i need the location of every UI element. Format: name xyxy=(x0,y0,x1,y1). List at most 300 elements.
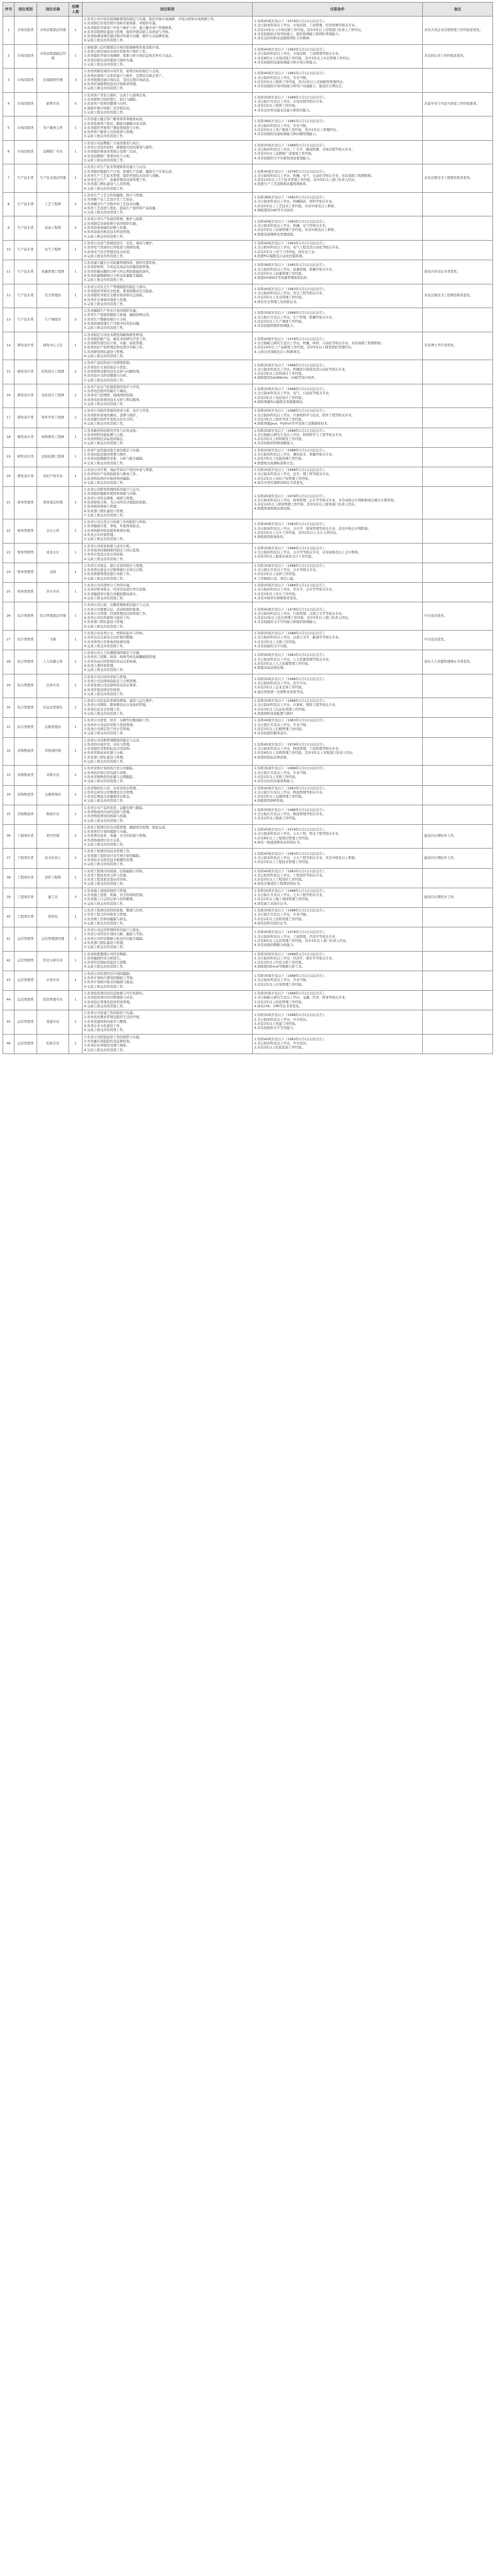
cell-category: 财务管理类 xyxy=(14,543,37,563)
cell-position-name: 采购专员 xyxy=(37,766,69,785)
cell-count: 2 xyxy=(69,192,82,216)
cell-position-name: 财务部总经理 xyxy=(37,487,69,519)
cell-requirements: 1.年龄35周岁及以下（1988年1月1日以后出生）。 2.全日制大专及以上学历，物流管理等相关专业。 3.具有2年以上物流工作经验。 xyxy=(253,805,423,824)
cell-no: 3 xyxy=(3,69,14,92)
cell-no: 29 xyxy=(3,674,14,698)
cell-duties: 1.负责公司纪检监察工作的组织与实施。 2.负责廉洁风险防控及监督检查。 3.负责信访举报的受理与调查。 4.完成上级交办的其他工作。 xyxy=(82,1034,253,1054)
cell-count: 1 xyxy=(69,805,82,824)
cell-no: 28 xyxy=(3,650,14,674)
cell-duties: 1.负责公司成本核算与成本分析。 2.负责成本控制制度的制定与执行监督。 3.负责存货盘点及存货核算。 4.完成上级交办的其他工作。 xyxy=(82,543,253,563)
cell-no: 12 xyxy=(3,284,14,308)
cell-note xyxy=(423,69,493,92)
table-row xyxy=(3,240,493,260)
cell-no: 5 xyxy=(3,116,14,140)
cell-position-name: 物流专员 xyxy=(37,805,69,824)
cell-category: 综合管理类 xyxy=(14,650,37,674)
cell-no: 20 xyxy=(3,467,14,486)
cell-position-name: 电控设计工程师 xyxy=(37,384,69,408)
cell-no: 45 xyxy=(3,1010,14,1034)
cell-count: 1 xyxy=(69,868,82,888)
cell-position-name: 纪检专员 xyxy=(37,1034,69,1054)
cell-position-name: 市场营销部副总经理 xyxy=(37,44,69,68)
table-body xyxy=(3,16,493,1054)
table-row xyxy=(3,519,493,543)
table-row xyxy=(3,308,493,332)
table-row xyxy=(3,927,493,951)
cell-no: 16 xyxy=(3,384,14,408)
cell-position-name: 软件开发工程师 xyxy=(37,408,69,428)
cell-note xyxy=(423,698,493,718)
cell-category: 采购物流类 xyxy=(14,737,37,766)
cell-category: 生产技术类 xyxy=(14,164,37,193)
cell-requirements: 1.年龄35周岁及以下（1988年1月1日以后出生）。 2.全日制本科及以上学历，专业不限。 3.具有2年以上计划管理工作经验。 xyxy=(253,971,423,990)
cell-no: 37 xyxy=(3,849,14,868)
cell-duties: 1.负责公司年度经营计划的编制。 2.负责计划执行情况的跟踪与考核。 3.负责计划统计报表的编制与报送。 4.完成上级交办的其他工作。 xyxy=(82,971,253,990)
cell-duties: 1.负责公司合同的审核与管理。 2.负责公司法律风险防范与合规管理。 3.负责处理公司法律纠纷及诉讼事务。 4.负责开展法律宣传培训。 5.完成上级交办的其他工作。 xyxy=(82,674,253,698)
cell-duties: 1.负责客户开发与维护，完成个人销售任务。 2.负责销售合同的签订、执行与跟踪。 3.负责客户资料的整理与归档。 4.协助开展市场推广及营销活动。 5.完成上级交办的其他工作。 xyxy=(82,92,253,116)
cell-requirements: 1.年龄35周岁及以下（1988年1月1日以后出生）。 2.全日制本科及以上学历，经济学、统计学等相关专业。 3.具有3年以上经营分析工作经验。 4.熟练使用Excel等数据分析工具。 xyxy=(253,951,423,971)
cell-category: 财务管理类 xyxy=(14,487,37,519)
cell-duties: 1.负责公司安全生产管理制度的制定与落实。 2.负责组织开展安全检查，排查和整改安全隐患。 3.负责组织开展安全教育培训和应急演练。 4.负责安全事故的调查与处理。 5.完成上级交办的其他工作。 xyxy=(82,284,253,308)
cell-requirements: 1.年龄40周岁及以下（1983年1月1日以后出生）。 2.全日制本科及以上学历，市场营销、工商管理等相关专业。 3.具有8年以上市场营销工作经验，其中3年以上中层管理工作经历。 4.具有较强的沟通协调能力和市场分析能力。 xyxy=(253,44,423,68)
table-row xyxy=(3,868,493,888)
cell-category: 市场营销类 xyxy=(14,69,37,92)
cell-count: 2 xyxy=(69,360,82,384)
cell-duties: 1.负责建立健全客户服务体系和服务标准。 2.负责处理客户投诉，跟踪问题解决并反馈。 3.负责组织开展客户满意度调查与分析。 4.负责客户服务人员的培训与管理。 5.完成上级交办的其他工作。 xyxy=(82,116,253,140)
cell-duties: 1.负责工程项目的全过程管理，确保项目按期、保质完成。 2.负责项目计划的编制与实施。 3.负责项目成本、质量、安全的控制与管理。 4.负责协调项目各方关系。 5.完成上级交办的其他工作。 xyxy=(82,824,253,848)
cell-position-name: 信息化管理员 xyxy=(37,698,69,718)
cell-position-name: 成本会计 xyxy=(37,543,69,563)
cell-note xyxy=(423,519,493,543)
cell-note xyxy=(423,785,493,805)
cell-position-name: 技术负责人 xyxy=(37,849,69,868)
table-row xyxy=(3,428,493,447)
cell-count: 1 xyxy=(69,1010,82,1034)
table-row xyxy=(3,674,493,698)
cell-duties: 1.负责收集整理公司经营数据。 2.负责编制经营分析报告。 3.负责经营指标的监控与预警。 4.完成上级交办的其他工作。 xyxy=(82,951,253,971)
table-row xyxy=(3,849,493,868)
cell-note xyxy=(423,951,493,971)
cell-no: 27 xyxy=(3,631,14,650)
cell-position-name: 客户服务主管 xyxy=(37,116,69,140)
cell-no: 17 xyxy=(3,408,14,428)
cell-duties: 1.负责公司人力资源规划的制定与实施。 2.负责员工招聘、培训、绩效考核及薪酬福利管理。 3.负责劳动合同管理及劳动关系协调。 4.负责人事档案管理。 5.完成上级交办的其他工作。 xyxy=(82,650,253,674)
cell-requirements: 1.年龄40周岁及以下（1983年1月1日以后出生）。 2.全日制本科及以上学历，安全工程等相关专业。 3.具有3年以上安全管理工作经验。 4.持有安全管理人员资格证书。 xyxy=(253,284,423,308)
table-row xyxy=(3,192,493,216)
cell-category: 综合管理类 xyxy=(14,602,37,631)
table-row xyxy=(3,718,493,737)
cell-note xyxy=(423,360,493,384)
cell-category: 生产技术类 xyxy=(14,192,37,216)
cell-note xyxy=(423,140,493,164)
cell-duties: 1.负责编制生产作业计划并组织实施。 2.负责生产进度的跟踪与协调，确保按期交货。 3.负责生产数据的统计与分析。 4.负责协调处理生产过程中的突发问题。 5.完成上级交办的其他工作。 xyxy=(82,308,253,332)
cell-requirements: 1.年龄40周岁及以下（1983年1月1日以后出生）。 2.全日制本科及以上学历，人力资源管理等相关专业。 3.具有5年以上人力资源管理工作经验。 4.熟悉劳动法律法规。 xyxy=(253,650,423,674)
cell-requirements: 1.年龄35周岁及以下（1988年1月1日以后出生）。 2.全日制本科及以上学历，测控技术、机械等相关专业。 3.具有3年以上试验检测工作经验。 4.熟悉相关检测标准和方法。 xyxy=(253,447,423,467)
cell-note xyxy=(423,583,493,602)
cell-category: 工程项目类 xyxy=(14,868,37,888)
table-row xyxy=(3,384,493,408)
cell-requirements: 1.年龄35周岁及以下（1988年1月1日以后出生）。 2.全日制本科及以上学历，法学、理工科等相关专业。 3.具有2年以上知识产权管理工作经验。 4.持有专利代理师资格证书者优先。 xyxy=(253,467,423,486)
cell-position-name: 计划专员 xyxy=(37,971,69,990)
cell-count: 2 xyxy=(69,216,82,240)
table-row xyxy=(3,69,493,92)
cell-no: 31 xyxy=(3,718,14,737)
cell-requirements: 1.年龄45周岁及以下（1978年1月1日以后出生）。 2.全日制本科及以上学历，机械、电气、自动化等相关专业，具有高级工程师职称。 3.具有10年以上生产技术管理工作经验，其中5年以上部门负责人经历。 4.熟悉生产工艺流程和质量管理体系。 xyxy=(253,164,423,193)
cell-position-name: 审计专员 xyxy=(37,583,69,602)
cell-note xyxy=(423,216,493,240)
table-row xyxy=(3,467,493,486)
cell-no: 4 xyxy=(3,92,14,116)
cell-requirements: 1.年龄35周岁及以下（1988年1月1日以后出生）。 2.全日制大专及以上学历，专业不限。 3.具有2年以上资料管理工作经验。 4.持有资料员岗位证书。 xyxy=(253,907,423,927)
cell-duties: 1.负责公司日常会计核算工作的组织与审核。 2.负责编制月度、季度、年度财务报表。 3.负责纳税申报及税务事项办理。 4.负责会计档案管理。 5.完成上级交办的其他工作。 xyxy=(82,519,253,543)
cell-requirements: 1.年龄40周岁及以下（1983年1月1日以后出生）。 2.全日制本科及以上学历，工程造价等相关专业。 3.具有5年以上工程造价工作经验。 4.持有注册造价工程师资格证书。 xyxy=(253,868,423,888)
table-row xyxy=(3,16,493,45)
cell-count: 3 xyxy=(69,69,82,92)
cell-count: 1 xyxy=(69,16,82,45)
cell-duties: 1.负责公司生产技术管理体系的建立与完善。 2.负责组织编制生产计划，协调生产资源，确保生产任务完成。 3.负责生产工艺技术管理，组织开展技术改造与创新。 4.负责安全生产、质量管理及设备管理工作。 5.负责部门团队建设与人员管理。 6.完成上级交办的其他工作。 xyxy=(82,164,253,193)
cell-requirements: 1.年龄40周岁及以下（1983年1月1日以后出生）。 2.全日制本科及以上学历，电气工程及其自动化等相关专业。 3.具有5年以上电气工作经验，持有电工证。 4.熟悉PLC编程及自动化控制系统。 xyxy=(253,240,423,260)
cell-count: 1 xyxy=(69,140,82,164)
cell-duties: 1.负责公司软件系统的需求分析、设计与开发。 2.负责软件系统的测试、部署与维护。 3.负责编写软件开发相关技术文档。 4.完成上级交办的其他工作。 xyxy=(82,408,253,428)
cell-duties: 1.负责投资项目的信息收集与可行性研究。 2.负责投资项目的尽职调查与评估。 3.负责投后管理及投资档案管理。 4.完成上级交办的其他工作。 xyxy=(82,990,253,1010)
cell-duties: 1.负责公司行政、后勤管理体系的建立与完善。 2.负责公司重要会议、活动的组织协调。 3.负责公文管理、档案管理及印章管理工作。 4.负责公司对外联络与接待工作。 5.负责部门团队建设与管理。 6.完成上级交办的其他工作。 xyxy=(82,602,253,631)
cell-category: 研发设计类 xyxy=(14,332,37,360)
cell-requirements: 1.年龄40周岁及以下（1983年1月1日以后出生）。 2.全日制本科及以上学历，机械、电气等相关专业。 3.具有5年以上设备管理工作经验，具有中级及以上职称。 4.熟悉设备维修及管理流程。 xyxy=(253,216,423,240)
cell-no: 25 xyxy=(3,583,14,602)
table-row xyxy=(3,602,493,631)
table-row xyxy=(3,766,493,785)
cell-count: 1 xyxy=(69,260,82,284)
cell-note xyxy=(423,384,493,408)
cell-note xyxy=(423,428,493,447)
cell-category: 工程项目类 xyxy=(14,907,37,927)
cell-no: 24 xyxy=(3,563,14,582)
cell-position-name: 市场营销部总经理 xyxy=(37,16,69,45)
cell-count: 2 xyxy=(69,824,82,848)
cell-note xyxy=(423,116,493,140)
cell-count: 2 xyxy=(69,408,82,428)
cell-duties: 1.协助部门总经理制定市场营销战略和年度营销计划。 2.负责分管区域的市场开发和客户维护工作。 3.负责组织开展市场调研，收集分析市场信息和竞争对手动态。 4.负责营销活动的策划与组织实施。 5.完成上级交办的其他工作。 xyxy=(82,44,253,68)
cell-category: 研发设计类 xyxy=(14,360,37,384)
cell-note: 中共党员优先。 xyxy=(423,631,493,650)
cell-no: 8 xyxy=(3,192,14,216)
cell-note xyxy=(423,805,493,824)
cell-requirements: 1.年龄35周岁及以下（1988年1月1日以后出生）。 2.全日制大专及以上学历，专业不限。 3.具有2年以上采购工作经验。 4.具有良好的沟通谈判能力。 xyxy=(253,766,423,785)
cell-category: 采购物流类 xyxy=(14,805,37,824)
cell-count: 1 xyxy=(69,951,82,971)
cell-duties: 1.负责公司专利、商标等知识产权的申请与管理。 2.负责知识产权风险排查与维权工作。 3.负责科技项目申报材料的编制。 4.完成上级交办的其他工作。 xyxy=(82,467,253,486)
cell-count: 3 xyxy=(69,888,82,907)
cell-category: 财务管理类 xyxy=(14,519,37,543)
cell-requirements: 1.年龄40周岁及以下（1983年1月1日以后出生）。 2.全日制大专及以上学历，专业不限。 3.具有3年以上后勤管理工作经验。 4.具有较强的服务意识。 xyxy=(253,718,423,737)
cell-requirements: 1.年龄35周岁及以下（1988年1月1日以后出生）。 2.全日制本科及以上学历，法学专业。 3.具有3年以上企业法务工作经验。 4.通过国家统一法律职业资格考试。 xyxy=(253,674,423,698)
cell-note xyxy=(423,674,493,698)
cell-duties: 1.负责公司食堂、宿舍、车辆等后勤保障工作。 2.负责办公用品的采购与发放管理。 3.负责公司固定资产的日常管理。 4.完成上级交办的其他工作。 xyxy=(82,718,253,737)
cell-category: 生产技术类 xyxy=(14,216,37,240)
cell-requirements: 1.年龄35周岁及以下（1988年1月1日以后出生）。 2.全日制大专及以上学历，土木工程等相关专业。 3.具有2年以上施工现场管理工作经验。 4.持有施工员岗位证书。 xyxy=(253,888,423,907)
cell-category: 运营管理类 xyxy=(14,971,37,990)
column-header-count: 招聘人数 xyxy=(69,3,82,16)
table-row xyxy=(3,1010,493,1034)
table-row xyxy=(3,990,493,1010)
table-row xyxy=(3,216,493,240)
cell-category: 综合管理类 xyxy=(14,718,37,737)
table-row xyxy=(3,408,493,428)
table-row xyxy=(3,360,493,384)
cell-count: 1 xyxy=(69,602,82,631)
cell-category: 研发设计类 xyxy=(14,447,37,467)
cell-category: 市场营销类 xyxy=(14,92,37,116)
cell-requirements: 1.年龄40周岁及以下（1983年1月1日以后出生）。 2.全日制本科及以上学历，中共党员。 3.具有3年以上纪检监察工作经验。 xyxy=(253,1034,423,1054)
cell-note xyxy=(423,1010,493,1034)
cell-position-name: 法务专员 xyxy=(37,674,69,698)
cell-position-name: 经营分析专员 xyxy=(37,951,69,971)
cell-requirements: 1.年龄35周岁及以下（1988年1月1日以后出生）。 2.全日制本科及以上学历，计算机、网络工程等相关专业。 3.具有3年以上信息化管理工作经验。 4.熟悉网络设备配置与维护。 xyxy=(253,698,423,718)
cell-note xyxy=(423,766,493,785)
cell-count: 1 xyxy=(69,990,82,1010)
cell-count: 1 xyxy=(69,563,82,582)
cell-position-name: 资料员 xyxy=(37,907,69,927)
cell-requirements: 1.年龄45周岁及以下（1978年1月1日以后出生）。 2.全日制硕士研究生及以上学历，机械、材料、自动化等相关专业，具有高级工程师职称。 3.具有10年以上产品研发工作经验，其中5年以上研发团队管理经历。 4.主持过省部级及以上科研项目。 xyxy=(253,332,423,360)
table-row xyxy=(3,824,493,848)
cell-duties: 1.负责物资的入库、出库及库存管理。 2.负责仓库的日常整理及安全管理。 3.负责定期盘点并编制库存报表。 4.完成上级交办的其他工作。 xyxy=(82,785,253,805)
cell-note: 持有内审员证书者优先。 xyxy=(423,260,493,284)
cell-count: 1 xyxy=(69,44,82,68)
cell-note: 能适应长期驻外工作。 xyxy=(423,888,493,907)
cell-requirements: 1.年龄45周岁及以下（1978年1月1日以后出生）。 2.全日制本科及以上学历，行政管理、汉语言文学等相关专业。 3.具有10年以上综合管理工作经验，其中5年以上部门负责人经历。 4.具有较强的文字写作能力和组织协调能力。 xyxy=(253,602,423,631)
cell-note: 具有同行业工作经验者优先。 xyxy=(423,44,493,68)
cell-no: 7 xyxy=(3,164,14,193)
cell-count: 1 xyxy=(69,1034,82,1054)
cell-position-name: 后勤管理员 xyxy=(37,718,69,737)
cell-count: 2 xyxy=(69,849,82,868)
cell-category: 市场营销类 xyxy=(14,16,37,45)
cell-position-name: 生产技术部总经理 xyxy=(37,164,69,193)
cell-no: 33 xyxy=(3,766,14,785)
cell-no: 38 xyxy=(3,868,14,888)
cell-position-name: 施工员 xyxy=(37,888,69,907)
cell-note xyxy=(423,927,493,951)
cell-requirements: 1.年龄35周岁及以下（1988年1月1日以后出生）。 2.全日制大专及以上学历，市场营销等相关专业。 3.具有2年以上销售工作经验。 4.具有良好的沟通表达能力和抗压能力。 xyxy=(253,92,423,116)
cell-duties: 1.负责产品电气控制系统的设计与开发。 2.负责电控程序的编写与调试。 3.负责电气原理图、接线图的绘制。 4.负责电控系统的技术支持与售后服务。 5.完成上级交办的其他工作。 xyxy=(82,384,253,408)
cell-note: 持有人力资源管理师证书者优先。 xyxy=(423,650,493,674)
cell-position-name: 投资管理专员 xyxy=(37,990,69,1010)
cell-count: 1 xyxy=(69,907,82,927)
cell-no: 43 xyxy=(3,971,14,990)
table-row xyxy=(3,907,493,927)
cell-position-name: 结构设计工程师 xyxy=(37,360,69,384)
cell-duties: 1.负责公司现金、银行存款的收付与管理。 2.负责登记现金日记账和银行存款日记账。 3.负责票据管理及银行对账工作。 4.完成上级交办的其他工作。 xyxy=(82,563,253,582)
table-row xyxy=(3,44,493,68)
cell-no: 15 xyxy=(3,360,14,384)
cell-note xyxy=(423,308,493,332)
cell-requirements: 1.年龄35周岁及以下（1988年1月1日以后出生）。 2.全日制本科及以上学历，电气、自动化等相关专业。 3.具有3年以上电控设计工作经验。 4.熟练掌握PLC编程及变频器调试。 xyxy=(253,384,423,408)
cell-position-name: 采购部经理 xyxy=(37,737,69,766)
cell-count: 1 xyxy=(69,332,82,360)
cell-count: 1 xyxy=(69,698,82,718)
cell-no: 10 xyxy=(3,240,14,260)
cell-position-name: 销售专员 xyxy=(37,92,69,116)
cell-no: 23 xyxy=(3,543,14,563)
cell-no: 30 xyxy=(3,698,14,718)
cell-note xyxy=(423,737,493,766)
cell-duties: 1.负责公司财务管理体系的建立与完善。 2.负责组织编制年度财务预算与决算。 3.负责公司资金筹集、调度与管理。 4.负责财务分析，为公司经营决策提供依据。 5.负责税务筹划与管理。 6.负责部门团队建设与管理。 7.完成上级交办的其他工作。 xyxy=(82,487,253,519)
cell-position-name: 区域销售经理 xyxy=(37,69,69,92)
cell-position-name: 生产调度员 xyxy=(37,308,69,332)
cell-note: 具有大型企业营销管理工作经验者优先。 xyxy=(423,16,493,45)
table-row xyxy=(3,487,493,519)
cell-count: 1 xyxy=(69,674,82,698)
cell-category: 采购物流类 xyxy=(14,766,37,785)
cell-duties: 1.负责公司各类公文、材料的起草与审核。 2.负责会议记录及会议纪要的整理。 3.负责领导日常事务的协调安排。 4.完成上级交办的其他工作。 xyxy=(82,631,253,650)
cell-note xyxy=(423,240,493,260)
cell-position-name: 材料研发工程师 xyxy=(37,428,69,447)
cell-duties: 1.负责生产工艺文件的编制、修订与管理。 2.负责新产品工艺设计及工艺验证。 3.负责解决生产过程中的工艺技术问题。 4.负责工艺改进与优化，提高生产效率和产品质量。 5.完成上级交办的其他工作。 xyxy=(82,192,253,216)
table-row xyxy=(3,951,493,971)
cell-duties: 1.负责产品性能试验方案的制定与实施。 2.负责试验设备的管理与维护。 3.负责试验数据的采集、分析与报告编制。 4.完成上级交办的其他工作。 xyxy=(82,447,253,467)
cell-position-name: 品牌推广专员 xyxy=(37,140,69,164)
cell-note: 能适应长期驻外工作。 xyxy=(423,849,493,868)
cell-category: 研发设计类 xyxy=(14,408,37,428)
cell-count: 2 xyxy=(69,384,82,408)
cell-position-name: 综合管理部总经理 xyxy=(37,602,69,631)
table-row xyxy=(3,737,493,766)
cell-requirements: 1.年龄38周岁及以下（1985年1月1日以后出生）。 2.全日制本科及以上学历，专业不限。 3.具有5年以上客户服务工作经验，其中2年以上管理经历。 4.具有较强的沟通协调能力和问题处理能力。 xyxy=(253,116,423,140)
cell-category: 综合管理类 xyxy=(14,698,37,718)
cell-no: 22 xyxy=(3,519,14,543)
cell-category: 工程项目类 xyxy=(14,824,37,848)
cell-requirements: 1.年龄35周岁及以下（1988年1月1日以后出生）。 2.全日制本科及以上学历，汉语言文学、新闻学等相关专业。 3.具有3年以上文秘工作经验。 4.具有较强的文字功底。 xyxy=(253,631,423,650)
cell-category: 研发设计类 xyxy=(14,384,37,408)
cell-category: 综合管理类 xyxy=(14,631,37,650)
cell-position-name: 造价工程师 xyxy=(37,868,69,888)
table-row xyxy=(3,785,493,805)
column-header-category: 岗位类别 xyxy=(14,3,37,16)
cell-requirements: 1.年龄35周岁及以下（1988年1月1日以后出生）。 2.全日制硕士研究生及以上学历，材料科学与工程等相关专业。 3.具有3年以上材料研发工作经验。 4.具有较强的科研创新能力。 xyxy=(253,428,423,447)
cell-count: 1 xyxy=(69,971,82,990)
cell-no: 40 xyxy=(3,907,14,927)
cell-position-name: 设备工程师 xyxy=(37,216,69,240)
table-row xyxy=(3,92,493,116)
cell-position-name: 项目经理 xyxy=(37,824,69,848)
cell-count: 1 xyxy=(69,428,82,447)
cell-note xyxy=(423,408,493,428)
cell-count: 1 xyxy=(69,447,82,467)
table-row xyxy=(3,116,493,140)
cell-no: 32 xyxy=(3,737,14,766)
cell-position-name: 出纳 xyxy=(37,563,69,582)
cell-requirements: 1.年龄35周岁及以下（1988年1月1日以后出生）。 2.全日制大专及以上学历，会计等相关专业。 3.具有2年以上出纳工作经验。 4.工作细致认真，责任心强。 xyxy=(253,563,423,582)
cell-category: 市场营销类 xyxy=(14,140,37,164)
cell-requirements: 1.年龄45周岁及以下（1978年1月1日以后出生）。 2.全日制本科及以上学历，工商管理、经济学等相关专业。 3.具有8年以上运营管理工作经验，其中3年以上部门负责人经历。 4.具有较强的数据分析能力。 xyxy=(253,927,423,951)
cell-position-name: 会计主管 xyxy=(37,519,69,543)
cell-duties: 1.负责公司产品的发货、运输安排与跟踪。 2.负责物流供应商的选择与管理。 3.负责物流费用的核算与控制。 4.完成上级交办的其他工作。 xyxy=(82,805,253,824)
cell-category: 研发设计类 xyxy=(14,428,37,447)
cell-note xyxy=(423,868,493,888)
cell-requirements: 1.年龄35周岁及以下（1988年1月1日以后出生）。 2.全日制硕士研究生及以上学历，金融、经济、财务等相关专业。 3.具有3年以上投资管理工作经验。 4.持有CFA、CPA等证书者优先。 xyxy=(253,990,423,1010)
cell-position-name: 安全管理员 xyxy=(37,284,69,308)
table-row xyxy=(3,447,493,467)
cell-no: 44 xyxy=(3,990,14,1010)
recruitment-table xyxy=(3,2,493,1054)
cell-no: 18 xyxy=(3,428,14,447)
column-header-no: 序号 xyxy=(3,3,14,16)
cell-requirements: 1.年龄35周岁及以下（1988年1月1日以后出生）。 2.全日制本科及以上学历，中共党员。 3.具有3年以上党建工作经验。 4.具有较强的文字写作能力。 xyxy=(253,1010,423,1034)
cell-position-name: 运营管理部经理 xyxy=(37,927,69,951)
table-row xyxy=(3,332,493,360)
cell-count: 1 xyxy=(69,650,82,674)
cell-no: 26 xyxy=(3,602,14,631)
cell-position-name: 研发中心主任 xyxy=(37,332,69,360)
cell-position-name: 质量管理工程师 xyxy=(37,260,69,284)
cell-no: 41 xyxy=(3,927,14,951)
cell-no: 34 xyxy=(3,785,14,805)
cell-position-name: 电气工程师 xyxy=(37,240,69,260)
cell-note xyxy=(423,192,493,216)
cell-no: 6 xyxy=(3,140,14,164)
cell-requirements: 1.年龄35周岁及以下（1988年1月1日以后出生）。 2.全日制大专及以上学历，生产管理、机械等相关专业。 3.具有3年以上生产调度工作经验。 4.具有较强的组织协调能力。 xyxy=(253,308,423,332)
cell-category: 运营管理类 xyxy=(14,990,37,1010)
cell-category: 工程项目类 xyxy=(14,849,37,868)
table-row xyxy=(3,140,493,164)
cell-category: 生产技术类 xyxy=(14,308,37,332)
cell-note: 具有注册安全工程师资格者优先。 xyxy=(423,284,493,308)
cell-category: 运营管理类 xyxy=(14,927,37,951)
cell-count: 1 xyxy=(69,284,82,308)
cell-duties: 1.负责建立健全公司质量管理体系，组织内部审核。 2.负责原材料、半成品及成品的质量检验管理。 3.负责质量问题的分析与纠正预防措施的落实。 4.负责质量数据统计分析及质量报告编制。 5.完成上级交办的其他工作。 xyxy=(82,260,253,284)
cell-duties: 1.负责公司市场营销战略规划的制定与实施，组织开展市场调研、市场分析和市场预测工作。 2.负责制定年度营销计划和营销预算，并组织实施。 3.负责组织开展客户开发与维护工作，建立健全客户管理体系。 4.负责营销团队建设与管理，组织开展营销人员培训与考核。 5.负责协调处理营销过程中的重大问题，维护公司品牌形象。 6.完成上级交办的其他工作。 xyxy=(82,16,253,45)
cell-position-name: 试验检测工程师 xyxy=(37,447,69,467)
cell-note xyxy=(423,990,493,1010)
cell-no: 13 xyxy=(3,308,14,332)
cell-requirements: 1.年龄40周岁及以下（1983年1月1日以后出生）。 2.全日制大专及以上学历，物流管理等相关专业。 3.具有2年以上仓储管理工作经验。 4.熟练使用ERP系统。 xyxy=(253,785,423,805)
cell-category: 财务管理类 xyxy=(14,583,37,602)
column-header-duties: 岗位职责 xyxy=(82,3,253,16)
cell-count: 1 xyxy=(69,631,82,650)
cell-category: 生产技术类 xyxy=(14,284,37,308)
cell-category: 综合管理类 xyxy=(14,674,37,698)
cell-note xyxy=(423,563,493,582)
cell-note xyxy=(423,447,493,467)
cell-no: 19 xyxy=(3,447,14,467)
cell-count: 2 xyxy=(69,766,82,785)
cell-duties: 1.负责工程项目资料的收集、整理与归档。 2.负责工程文件的收发与管理。 3.负责竣工资料的编制与移交。 4.完成上级交办的其他工作。 xyxy=(82,907,253,927)
table-row xyxy=(3,543,493,563)
cell-note xyxy=(423,971,493,990)
cell-count: 1 xyxy=(69,164,82,193)
cell-duties: 1.负责施工现场的组织与管理。 2.负责施工进度、质量、安全的现场控制。 3.负责施工日志的记录与资料整理。 4.完成上级交办的其他工作。 xyxy=(82,888,253,907)
cell-duties: 1.负责工程项目的技术管理工作。 2.负责施工组织设计及专项方案的编制。 3.负责技术交底及技术难题的处理。 4.完成上级交办的其他工作。 xyxy=(82,849,253,868)
cell-duties: 1.负责新材料的研究开发与应用试验。 2.负责材料性能检测与分析。 3.负责材料技术标准的制定。 4.完成上级交办的其他工作。 xyxy=(82,428,253,447)
cell-requirements: 1.年龄45周岁及以下（1978年1月1日以后出生）。 2.全日制本科及以上学历，土木工程、机电工程等相关专业。 3.具有8年以上工程项目管理工作经验。 4.持有一级建造师执业资格证书。 xyxy=(253,824,423,848)
table-row xyxy=(3,650,493,674)
cell-requirements: 1.年龄35周岁及以下（1988年1月1日以后出生）。 2.全日制本科及以上学历，广告学、新闻传播、市场营销等相关专业。 3.具有3年以上品牌推广或策划工作经验。 4.具有较强的文字功底和创意策划能力。 xyxy=(253,140,423,164)
cell-duties: 1.负责公司电气系统的设计、安装、调试与维护。 2.负责电气设备的日常检查与故障处理。 3.负责电气安全管理及技术改造。 4.完成上级交办的其他工作。 xyxy=(82,240,253,260)
cell-requirements: 1.年龄45周岁及以下（1978年1月1日以后出生）。 2.全日制本科及以上学历，物流管理、工商管理等相关专业。 3.具有8年以上采购管理工作经验，其中3年以上采购部门负责人经历。 4.熟悉招投标法律法规。 xyxy=(253,737,423,766)
cell-count: 2 xyxy=(69,308,82,332)
cell-note xyxy=(423,543,493,563)
table-row xyxy=(3,698,493,718)
table-row xyxy=(3,563,493,582)
cell-position-name: 文秘 xyxy=(37,631,69,650)
cell-note xyxy=(423,487,493,519)
cell-category: 生产技术类 xyxy=(14,260,37,284)
cell-count: 2 xyxy=(69,785,82,805)
cell-requirements: 1.年龄40周岁及以下（1983年1月1日以后出生）。 2.全日制本科及以上学历，会计学、财务管理等相关专业，具有中级会计师职称。 3.具有5年以上会计工作经验，其中2年以上会计主管经历。 4.熟练使用财务软件。 xyxy=(253,519,423,543)
cell-category: 运营管理类 xyxy=(14,1010,37,1034)
cell-no: 35 xyxy=(3,805,14,824)
cell-duties: 1.负责工程项目的预算、结算编制与审核。 2.负责工程成本的分析与控制。 3.负责工程变更及签证的审核。 4.完成上级交办的其他工作。 xyxy=(82,868,253,888)
